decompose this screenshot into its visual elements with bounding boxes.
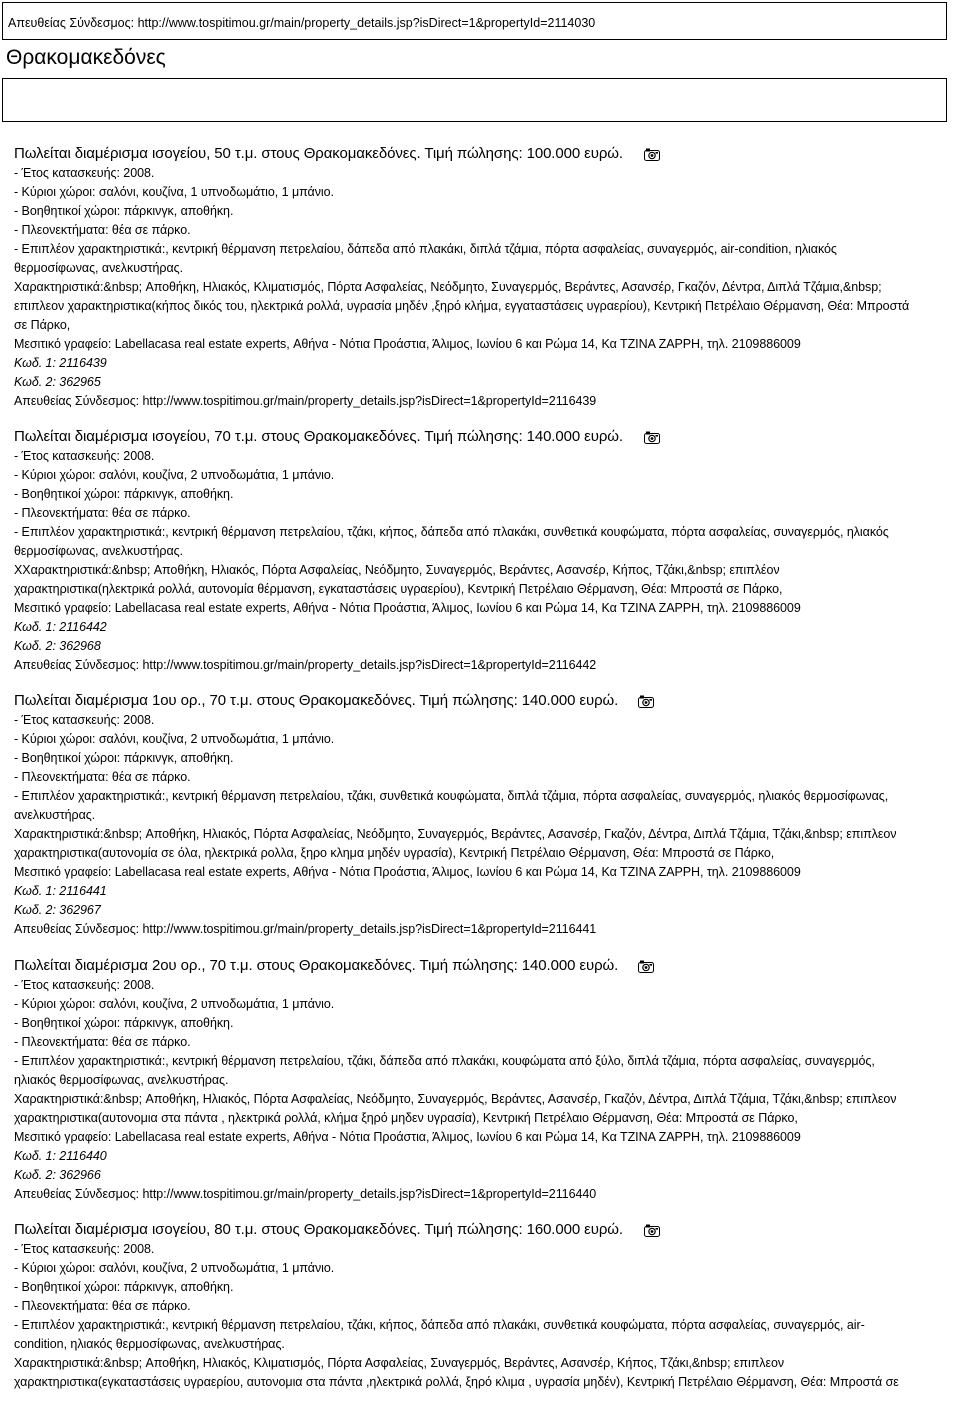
divider-band-bottom (2, 96, 947, 122)
features-line2: χαρακτηριστικα(εγκαταστάσεις υγραερίου, αυτονομια στα πάντα ,ηλεκτρικά ρολλά, ξηρό κλιμα , υγρασία μηδέν), Κεντρική Πετρέλαιο Θέρμανση, Θέα: Μπροστά σε (14, 1375, 899, 1389)
aux-rooms: - Βοηθητικοί χώροι: πάρκινγκ, αποθήκη. (14, 204, 234, 218)
features-line2: επιπλεον χαρακτηριστικα(κήπος δικός του, ηλεκτρικά ρολλά, υγρασία μηδέν ,ξηρό κλήμα, εγγαταστάσεις υγραερίου), Κεντρική Πετρέλαιο Θέρμανση, Θέα: Μπροστά (14, 299, 910, 313)
code-1: Κωδ. 1: 2116440 (14, 1149, 107, 1163)
aux-rooms: - Βοηθητικοί χώροι: πάρκινγκ, αποθήκη. (14, 1280, 234, 1294)
extra-features-line2: θερμοσίφωνας, ανελκυστήρας. (14, 261, 184, 275)
divider-band (2, 78, 947, 96)
direct-link[interactable]: Απευθείας Σύνδεσμος: http://www.tospitimou.gr/main/property_details.jsp?isDirect=1&propertyId=2114030 (8, 16, 596, 30)
aux-rooms: - Βοηθητικοί χώροι: πάρκινγκ, αποθήκη. (14, 487, 234, 501)
camera-icon[interactable] (644, 430, 660, 443)
advantages: - Πλεονεκτήματα: θέα σε πάρκο. (14, 770, 191, 784)
extra-features-line2: ανελκυστήρας. (14, 808, 96, 822)
features-line2: χαρακτηριστικα(αυτονομία σε όλα, ηλεκτρικά ρολλα, ξηρο κλημα μηδέν υγρασία), Κεντρική Πετρέλαιο Θέρμανση, Θέα: Μπροστά σε Πάρκο, (14, 846, 775, 860)
extra-features-line1: - Επιπλέον χαρακτηριστικά:, κεντρική θέρμανση πετρελαίου, τζάκι, συνθετικά κουφώματα, διπλά τζάμια, πόρτα ασφαλείας, συναγερμός, ηλιακός θερμοσίφωνας, (14, 789, 889, 803)
code-1: Κωδ. 1: 2116441 (14, 884, 107, 898)
year-built: - Έτος κατασκευής: 2008. (14, 978, 155, 992)
listing-title-text: Πωλείται διαμέρισμα 1ου ορ., 70 τ.μ. στους Θρακομακεδόνες. Τιμή πώλησης: 140.000 ευρώ. (14, 692, 619, 709)
code-1: Κωδ. 1: 2116439 (14, 356, 107, 370)
advantages: - Πλεονεκτήματα: θέα σε πάρκο. (14, 506, 191, 520)
listing-link[interactable]: Απευθείας Σύνδεσμος: http://www.tospitimou.gr/main/property_details.jsp?isDirect=1&propertyId=2116440 (14, 1187, 597, 1201)
listing (14, 691, 944, 939)
listing-title-text: Πωλείται διαμέρισμα ισογείου, 70 τ.μ. στους Θρακομακεδόνες. Τιμή πώλησης: 140.000 ευρώ. (14, 428, 623, 445)
extra-features-line1: - Επιπλέον χαρακτηριστικά:, κεντρική θέρμανση πετρελαίου, δάπεδα από πλακάκι, διπλά τζάμια, πόρτα ασφαλείας, συναγερμός, air-condition, ηλιακός (14, 242, 837, 256)
year-built: - Έτος κατασκευής: 2008. (14, 1242, 155, 1256)
listing-title-text: Πωλείται διαμέρισμα ισογείου, 50 τ.μ. στους Θρακομακεδόνες. Τιμή πώλησης: 100.000 ευρώ. (14, 145, 623, 162)
aux-rooms: - Βοηθητικοί χώροι: πάρκινγκ, αποθήκη. (14, 1016, 234, 1030)
advantages: - Πλεονεκτήματα: θέα σε πάρκο. (14, 1299, 191, 1313)
office-info: Μεσιτικό γραφείο: Labellacasa real estate experts, Αθήνα - Νότια Προάστια, Άλιμος, Ιωνίου 6 και Ρώμα 14, Κα ΤΖΙΝΑ ΖΑΡΡΗ, τηλ. 2109886009 (14, 865, 801, 879)
listing-title (14, 956, 944, 976)
listing-link[interactable]: Απευθείας Σύνδεσμος: http://www.tospitimou.gr/main/property_details.jsp?isDirect=1&propertyId=2116442 (14, 658, 597, 672)
main-rooms: - Κύριοι χώροι: σαλόνι, κουζίνα, 2 υπνοδωμάτια, 1 μπάνιο. (14, 468, 335, 482)
year-built: - Έτος κατασκευής: 2008. (14, 166, 155, 180)
region-heading: Θρακομακεδόνες (6, 46, 166, 69)
listing (14, 144, 944, 411)
camera-icon[interactable] (638, 694, 654, 707)
listing-title (14, 1220, 944, 1240)
extra-features-line1: - Επιπλέον χαρακτηριστικά:, κεντρική θέρμανση πετρελαίου, τζάκι, δάπεδα από πλακάκι, κουφώματα από ξύλο, διπλά τζάμια, πόρτα ασφαλείας, συναγερμός, (14, 1054, 875, 1068)
features-line3: σε Πάρκο, (14, 318, 71, 332)
features-line2: χαρακτηριστικα(αυτονομια στα πάντα , ηλεκτρικά ρολλά, κλήμα ξηρό μηδεν υγρασία), Κεντρική Πετρέλαιο Θέρμανση, Θέα: Μπροστά σε Πάρκο, (14, 1111, 798, 1125)
main-rooms: - Κύριοι χώροι: σαλόνι, κουζίνα, 2 υπνοδωμάτια, 1 μπάνιο. (14, 997, 335, 1011)
advantages: - Πλεονεκτήματα: θέα σε πάρκο. (14, 1035, 191, 1049)
code-2: Κωδ. 2: 362966 (14, 1168, 101, 1182)
code-1: Κωδ. 1: 2116442 (14, 620, 107, 634)
camera-icon[interactable] (644, 1223, 660, 1236)
main-rooms: - Κύριοι χώροι: σαλόνι, κουζίνα, 1 υπνοδωμάτιο, 1 μπάνιο. (14, 185, 334, 199)
code-2: Κωδ. 2: 362968 (14, 639, 101, 653)
extra-features-line2: ηλιακός θερμοσίφωνας, ανελκυστήρας. (14, 1073, 229, 1087)
code-2: Κωδ. 2: 362965 (14, 375, 101, 389)
listing-title (14, 144, 944, 164)
office-info: Μεσιτικό γραφείο: Labellacasa real estate experts, Αθήνα - Νότια Προάστια, Άλιμος, Ιωνίου 6 και Ρώμα 14, Κα ΤΖΙΝΑ ΖΑΡΡΗ, τηλ. 2109886009 (14, 601, 801, 615)
camera-icon[interactable] (644, 147, 660, 160)
listing-title-text: Πωλείται διαμέρισμα 2ου ορ., 70 τ.μ. στους Θρακομακεδόνες. Τιμή πώλησης: 140.000 ευρώ. (14, 957, 619, 974)
year-built: - Έτος κατασκευής: 2008. (14, 713, 155, 727)
extra-features-line1: - Επιπλέον χαρακτηριστικά:, κεντρική θέρμανση πετρελαίου, τζάκι, κήπος, δάπεδα από πλακάκι, συνθετικά κουφώματα, πόρτα ασφαλείας, συναγερμός, air- (14, 1318, 865, 1332)
listing (14, 956, 944, 1204)
extra-features-line2: θερμοσίφωνας, ανελκυστήρας. (14, 544, 184, 558)
features-line1: Χαρακτηριστικά:&nbsp; Αποθήκη, Ηλιακός, Κλιματισμός, Πόρτα Ασφαλείας, Συναγερμός, Βεράντες, Ασανσέρ, Κήπος, Τζάκι,&nbsp; επιπλεον (14, 1356, 785, 1370)
listing (14, 427, 944, 675)
features-line1: Χαρακτηριστικά:&nbsp; Αποθήκη, Ηλιακός, Κλιματισμός, Πόρτα Ασφαλείας, Νεόδμητο, Συναγερμός, Βεράντες, Ασανσέρ, Γκαζόν, Δέντρα, Διπλά Τζάμια,&nbsp; (14, 280, 882, 294)
aux-rooms: - Βοηθητικοί χώροι: πάρκινγκ, αποθήκη. (14, 751, 234, 765)
extra-features-line1: - Επιπλέον χαρακτηριστικά:, κεντρική θέρμανση πετρελαίου, τζάκι, κήπος, δάπεδα από πλακάκι, συνθετικά κουφώματα, πόρτα ασφαλείας, συναγερμός, ηλιακός (14, 525, 889, 539)
main-rooms: - Κύριοι χώροι: σαλόνι, κουζίνα, 2 υπνοδωμάτια, 1 μπάνιο. (14, 732, 335, 746)
advantages: - Πλεονεκτήματα: θέα σε πάρκο. (14, 223, 191, 237)
listing-title (14, 427, 944, 447)
listing-link[interactable]: Απευθείας Σύνδεσμος: http://www.tospitimou.gr/main/property_details.jsp?isDirect=1&propertyId=2116439 (14, 394, 597, 408)
code-2: Κωδ. 2: 362967 (14, 903, 101, 917)
listing (14, 1220, 944, 1392)
listing-link[interactable]: Απευθείας Σύνδεσμος: http://www.tospitimou.gr/main/property_details.jsp?isDirect=1&propertyId=2116441 (14, 922, 597, 936)
extra-features-line2: condition, ηλιακός θερμοσίφωνας, ανελκυστήρας. (14, 1337, 285, 1351)
listing-title-text: Πωλείται διαμέρισμα ισογείου, 80 τ.μ. στους Θρακομακεδόνες. Τιμή πώλησης: 160.000 ευρώ. (14, 1221, 623, 1238)
top-link-box (2, 2, 947, 40)
features-line1: Χαρακτηριστικά:&nbsp; Αποθήκη, Ηλιακός, Πόρτα Ασφαλείας, Νεόδμητο, Συναγερμός, Βεράντες, Ασανσέρ, Γκαζόν, Δέντρα, Διπλά Τζάμια, Τζάκι,&nbsp; επιπλεον (14, 1092, 897, 1106)
office-info: Μεσιτικό γραφείο: Labellacasa real estate experts, Αθήνα - Νότια Προάστια, Άλιμος, Ιωνίου 6 και Ρώμα 14, Κα ΤΖΙΝΑ ΖΑΡΡΗ, τηλ. 2109886009 (14, 337, 801, 351)
main-rooms: - Κύριοι χώροι: σαλόνι, κουζίνα, 2 υπνοδωμάτια, 1 μπάνιο. (14, 1261, 335, 1275)
camera-icon[interactable] (638, 959, 654, 972)
features-line2: χαρακτηριστικα(ηλεκτρικά ρολλά, αυτονομία θέρμανση, εγκαταστάσεις υγραερίου), Κεντρική Πετρέλαιο Θέρμανση, Θέα: Μπροστά σε Πάρκο, (14, 582, 783, 596)
features-line1: Χαρακτηριστικά:&nbsp; Αποθήκη, Ηλιακός, Πόρτα Ασφαλείας, Νεόδμητο, Συναγερμός, Βεράντες, Ασανσέρ, Γκαζόν, Δέντρα, Διπλά Τζάμια, Τζάκι,&nbsp; επιπλεον (14, 827, 897, 841)
office-info: Μεσιτικό γραφείο: Labellacasa real estate experts, Αθήνα - Νότια Προάστια, Άλιμος, Ιωνίου 6 και Ρώμα 14, Κα ΤΖΙΝΑ ΖΑΡΡΗ, τηλ. 2109886009 (14, 1130, 801, 1144)
listing-title (14, 691, 944, 711)
year-built: - Έτος κατασκευής: 2008. (14, 449, 155, 463)
features-line1: ΧΧαρακτηριστικά:&nbsp; Αποθήκη, Ηλιακός, Πόρτα Ασφαλείας, Νεόδμητο, Συναγερμός, Βεράντες, Ασανσέρ, Κήπος, Τζάκι,&nbsp; επιπλέον (14, 563, 780, 577)
